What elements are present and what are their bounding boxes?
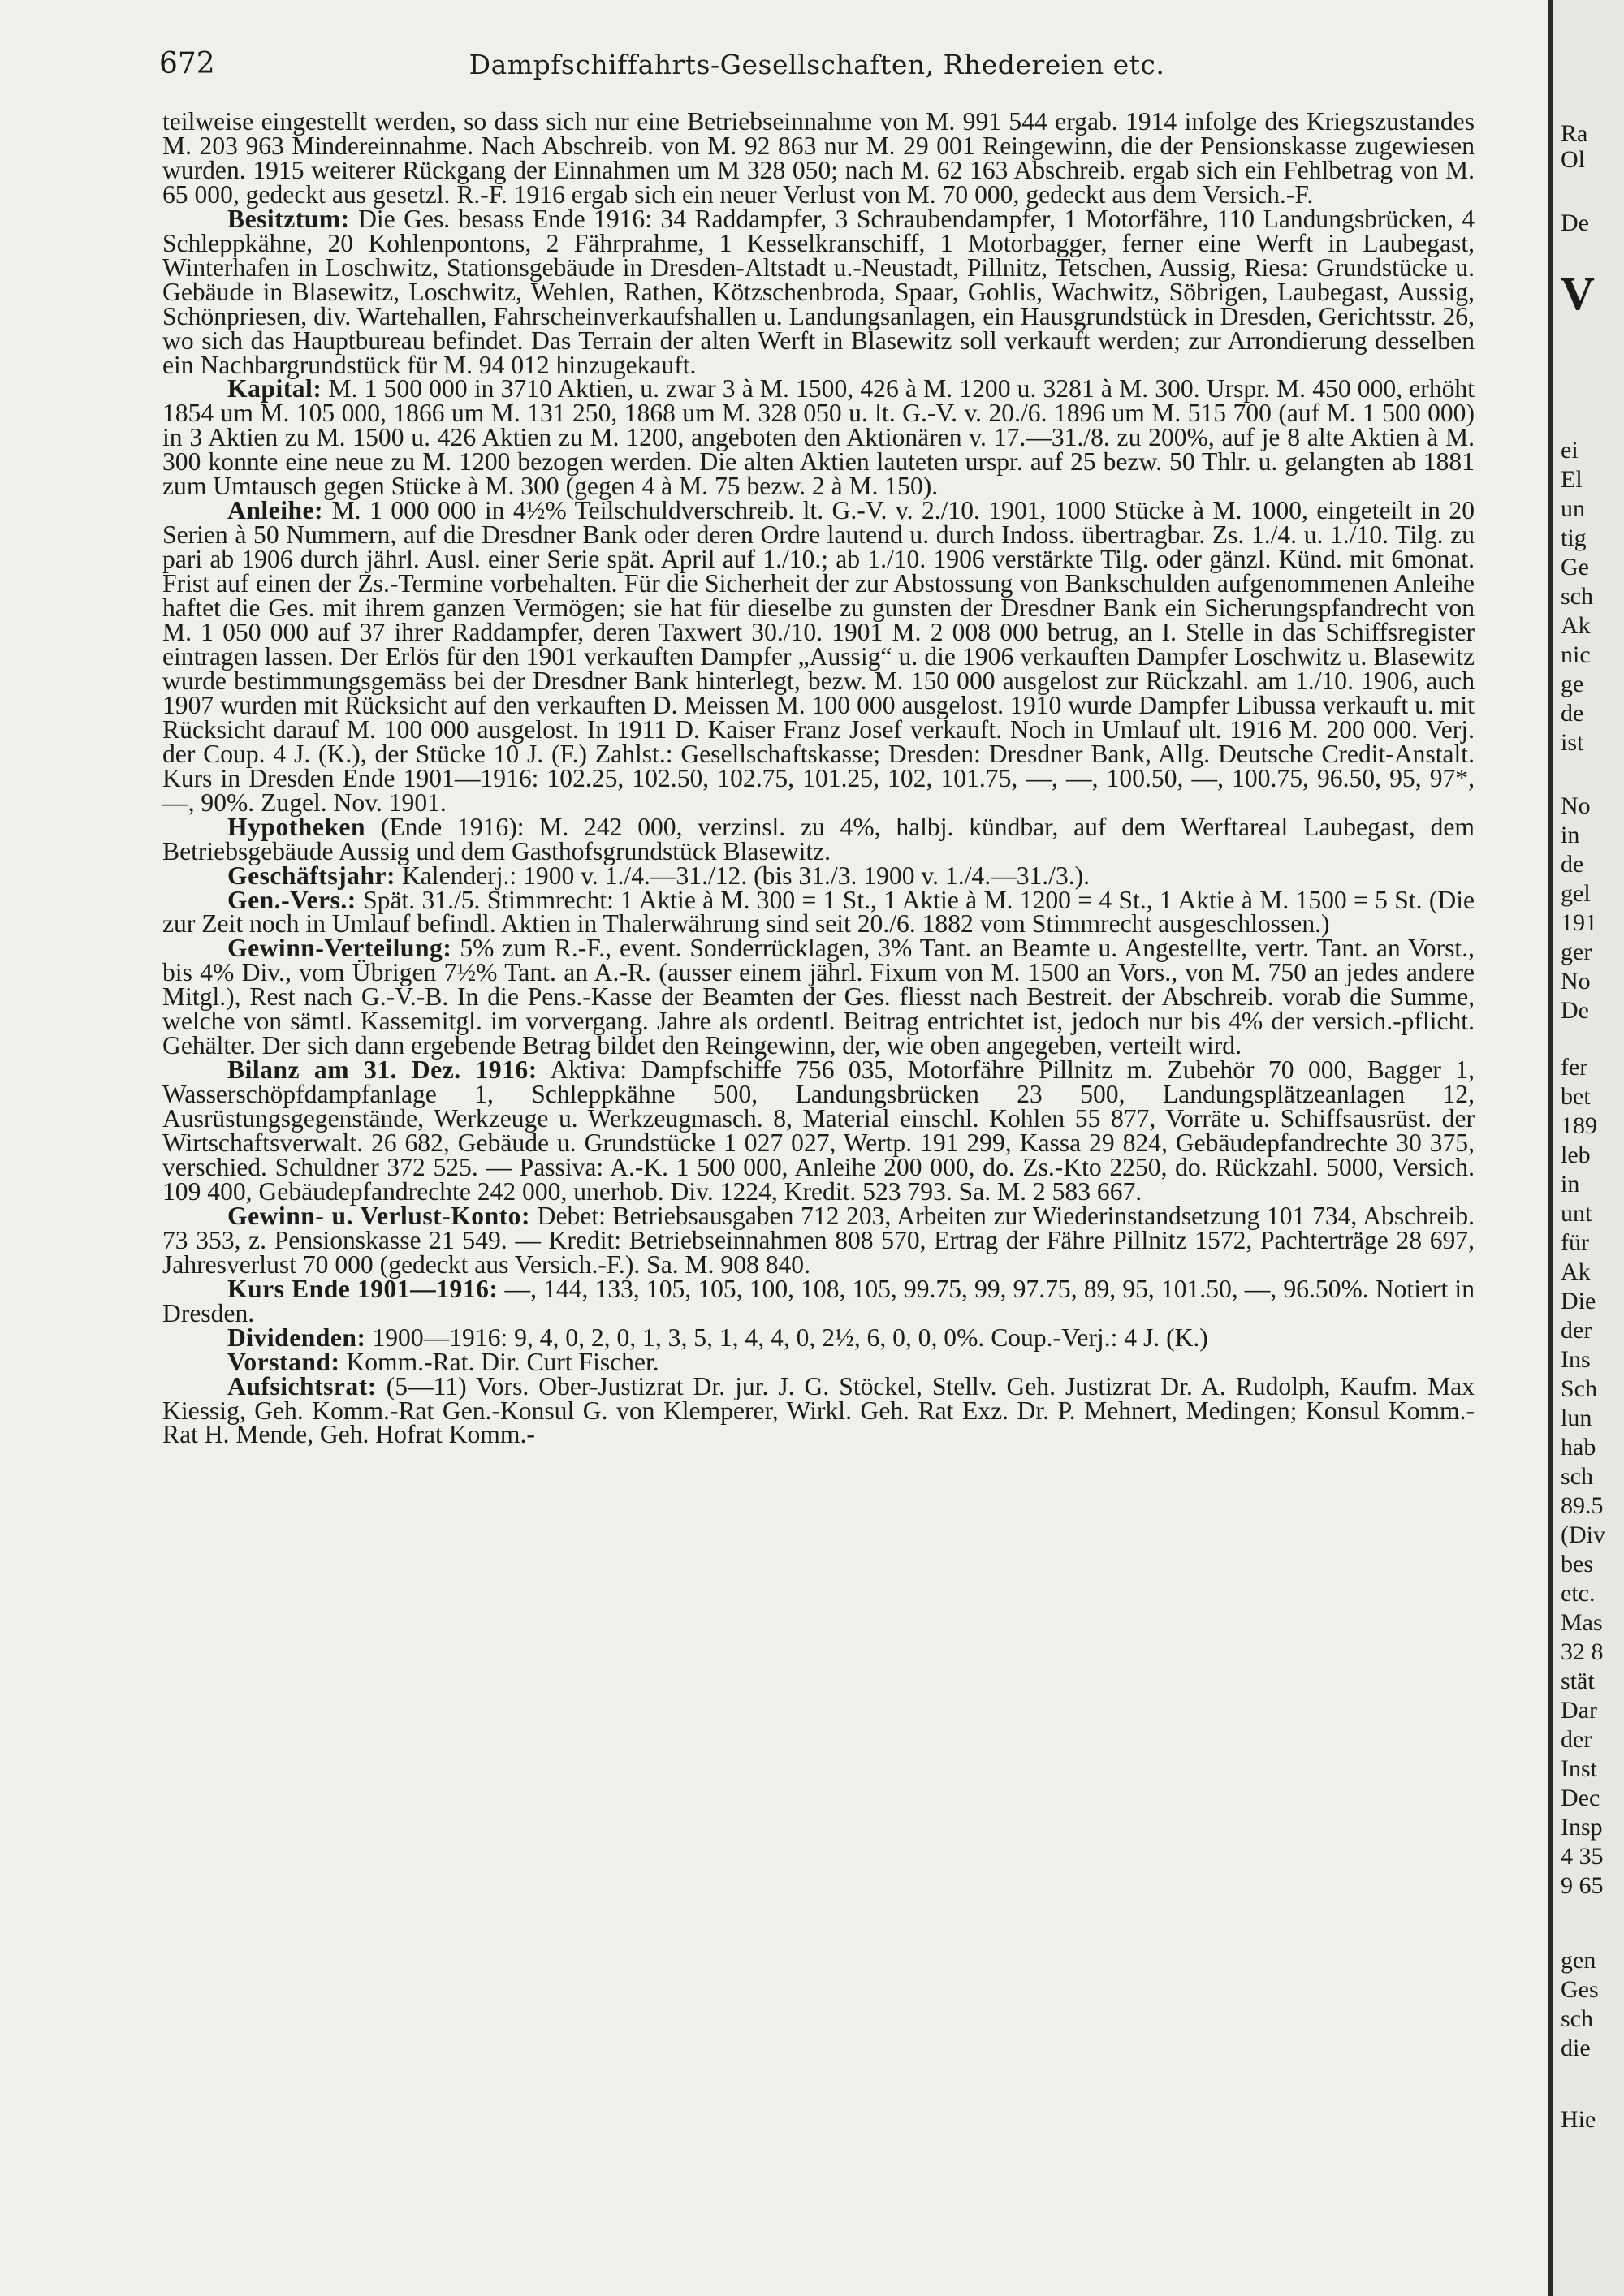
section-kurs — [162, 1274, 1475, 1327]
section-label: Gewinn-Verteilung: — [227, 934, 452, 963]
adjacent-fragment: sch — [1561, 1463, 1593, 1490]
header-title: Dampfschiffahrts-Gesellschaften, Rhedereien etc. — [469, 49, 1165, 80]
adjacent-fragment: de — [1561, 851, 1584, 878]
section-text: (Ende 1916): M. 242 000, verzinsl. zu 4%, halbj. kündbar, auf dem Werftareal Laubegast, dem Betriebsgebäude Aussig und dem Gasthofsgrundstück Blasewitz. — [162, 812, 1475, 865]
page-number: 672 — [159, 47, 215, 80]
section-dividenden — [162, 1323, 1475, 1352]
adjacent-fragment: hab — [1561, 1434, 1596, 1461]
adjacent-page-strip — [1553, 0, 1624, 2296]
section-gewinn-verteilung — [162, 936, 1475, 1058]
adjacent-fragment: (Div — [1561, 1521, 1605, 1548]
adjacent-fragment: El — [1561, 466, 1583, 493]
section-label: Gewinn- u. Verlust-Konto: — [227, 1201, 530, 1230]
adjacent-fragment: ist — [1561, 729, 1584, 756]
section-gen-vers — [162, 885, 1475, 939]
adjacent-fragment: Mas — [1561, 1609, 1603, 1636]
running-head — [159, 47, 1475, 88]
adjacent-fragment: 4 35 — [1561, 1843, 1604, 1870]
section-label: Anleihe: — [227, 496, 324, 525]
adjacent-fragment: der — [1561, 1317, 1592, 1344]
adjacent-fragment: Dar — [1561, 1697, 1597, 1724]
section-label: Besitztum: — [227, 204, 350, 233]
adjacent-fragment: de — [1561, 700, 1584, 727]
adjacent-fragment: gen — [1561, 1947, 1596, 1974]
section-text: 5% zum R.-F., event. Sonderrücklagen, 3% Tant. an Beamte u. Angestellte, vertr. Tant. an Vorst., bis 4% Div., vom Übrigen 7½% Tant. an A.-R. (ausser einem jährl. Fixum von M. 1500 an Vors., von M. 750 an jedes andere Mitgl.), Rest nach G.-V.-B. In die Pens.-Kasse der Beamten der Ges. fliesst nach Bestreit. der Abschreib. vorab die Summe, welche von sämtl. Kassemitgl. im vorvergang. Jahre als ordentl. Beitrag entrichtet ist, jedoch nur bis 4% der versich.-pflicht. Gehälter. Der sich dann ergebende Betrag bildet den Reingewinn, der, wie oben angegeben, verteilt wird. — [162, 934, 1475, 1060]
adjacent-fragment: Inst — [1561, 1755, 1597, 1782]
section-geschaeftsjahr — [162, 861, 1475, 890]
adjacent-fragment: V — [1561, 267, 1595, 320]
adjacent-fragment: ge — [1561, 671, 1584, 697]
adjacent-fragment: De — [1561, 209, 1589, 236]
adjacent-fragment: 89.5 — [1561, 1492, 1604, 1519]
section-anleihe — [162, 496, 1475, 817]
adjacent-fragment: Insp — [1561, 1814, 1603, 1841]
section-text: Komm.-Rat. Dir. Curt Fischer. — [346, 1347, 659, 1376]
adjacent-fragment: un — [1561, 495, 1585, 522]
intro-paragraph — [162, 107, 1475, 209]
adjacent-fragment: fer — [1561, 1054, 1588, 1081]
adjacent-fragment: bet — [1561, 1083, 1591, 1110]
adjacent-fragment: Ra — [1561, 120, 1588, 147]
adjacent-fragment: in — [1561, 1171, 1580, 1198]
section-text: M. 1 000 000 in 4½% Teilschuldverschreib. lt. G.-V. v. 2./10. 1901, 1000 Stücke à M. 1000, eingeteilt in 20 Serien à 50 Nummern, auf die Dresdner Bank oder deren Ordre lautend u. durch Indoss. übertragbar. Zs. 1./4. u. 1./10. Tilg. zu pari ab 1906 durch jährl. Ausl. einer Serie spät. April auf 1./10.; ab 1./10. 1906 verstärkte Tilg. oder gänzl. Künd. mit 6monat. Frist auf einen der Zs.-Termine vorbehalten. Für die Sicherheit der zur Abstossung von Bankschulden aufgenommenen Anleihe haftet die Ges. mit ihrem ganzen Vermögen; sie hat für dieselbe zu gunsten der Dresdner Bank ein Sicherungspfandrecht von M. 1 050 000 auf 37 ihrer Raddampfer, deren Taxwert 30./10. 1901 M. 2 008 000 betrug, an I. Stelle in das Schiffsregister eintragen lassen. Der Erlös für den 1901 verkauften Dampfer „Aussig“ u. die 1906 verkauften Dampfer Loschwitz u. Blasewitz wurde bestimmungsgemäss bei der Dresdner Bank hinterlegt, bezw. M. 150 000 ausgelost zur Rückzahl. am 1./10. 1906, auch 1907 wurden mit Rücksicht auf den verkauften D. Meissen M. 100 000 ausgelost. 1910 wurde Dampfer Libussa verkauft u. mit Rücksicht darauf M. 100 000 ausgelost. In 1911 D. Kaiser Franz Josef verkauft. Noch in Umlauf ult. 1916 M. 200 000. Verj. der Coup. 4 J. (K.), der Stücke 10 J. (F.) Zahlst.: Gesellschaftskasse; Dresden: Dresdner Bank, Allg. Deutsche Credit-Anstalt. Kurs in Dresden Ende 1901—1916: 102.25, 102.50, 102.75, 101.25, 102, 101.75, —, —, 100.50, —, 100.75, 96.50, 95, 97*, —, 90%. Zugel. Nov. 1901. — [162, 496, 1475, 817]
section-text: Spät. 31./5. Stimmrecht: 1 Aktie à M. 300 = 1 St., 1 Aktie à M. 1200 = 4 St., 1 Aktie à M. 1500 = 5 St. (Die zur Zeit noch in Umlauf befindl. Aktien in Thalerwährung sind seit 20./6. 1882 vom Stimmrecht ausgeschlossen.) — [162, 885, 1475, 939]
adjacent-fragment: für — [1561, 1229, 1589, 1256]
adjacent-fragment: sch — [1561, 2005, 1593, 2032]
section-label: Kapital: — [227, 374, 322, 404]
section-hypotheken — [162, 812, 1475, 865]
section-text: Aktiva: Dampfschiffe 756 035, Motorfähre Pillnitz m. Zubehör 70 000, Bagger 1, Wasserschöpfdampfanlage 1, Schleppkähne 500, Landungsbrücken 23 500, Landungsplätzeanlagen 12, Ausrüstungsgegenstände, Werkzeuge u. Werkzeugmasch. 8, Material einschl. Kohlen 55 877, Vorräte u. Schiffsausrüst. der Wirtschaftsverwalt. 26 682, Gebäude u. Grundstücke 1 027 027, Wertp. 191 299, Kassa 29 824, Gebäudepfandrechte 30 375, verschied. Schuldner 372 525. — Passiva: A.-K. 1 500 000, Anleihe 200 000, do. Zs.-Kto 2250, do. Rückzahl. 5000, Versich. 109 400, Gebäudepfandrechte 242 000, unerhob. Div. 1224, Kredit. 523 793. Sa. M. 2 583 667. — [162, 1055, 1475, 1206]
section-text: M. 1 500 000 in 3710 Aktien, u. zwar 3 à M. 1500, 426 à M. 1200 u. 3281 à M. 300. Urspr. M. 450 000, erhöht 1854 um M. 105 000, 1866 um M. 131 250, 1868 um M. 328 050 u. lt. G.-V. v. 20./6. 1896 um M. 515 700 (auf M. 1 500 000) in 3 Aktien zu M. 1500 u. 426 Aktien zu M. 1200, angeboten den Aktionären v. 17.—31./8. zu 200%, auf je 8 alte Aktien à M. 300 konnte eine neue zu M. 1200 bezogen werden. Die alten Aktien lauteten urspr. auf 25 bezw. 50 Thlr. u. gelangten ab 1881 zum Umtausch gegen Stücke à M. 300 (gegen 4 à M. 75 bezw. 2 à M. 150). — [162, 374, 1475, 501]
adjacent-fragment: Ges — [1561, 1976, 1599, 2003]
section-text: Die Ges. besass Ende 1916: 34 Raddampfer, 3 Schraubendampfer, 1 Motorfähre, 110 Landungsbrücken, 4 Schleppkähne, 20 Kohlenpontons, 2 Fährprahme, 1 Kesselkranschiff, 1 Motorbagger, ferner eine Werft in Laubegast, Winterhafen in Loschwitz, Stationsgebäude in Dresden-Altstadt u.-Neustadt, Pillnitz, Tetschen, Aussig, Riesa: Grundstücke u. Gebäude in Blasewitz, Loschwitz, Wehlen, Rathen, Kötzschenbroda, Spaar, Gohlis, Wachwitz, Söbrigen, Laubegast, Aussig, Schönpriesen, div. Wartehallen, Fahrscheinverkaufshallen u. Landungsanlagen, ein Hausgrundstück in Dresden, Gerichtsstr. 26, wo sich das Hauptbureau befindet. Das Terrain der alten Werft in Blasewitz soll verkauft werden; zur Arrondierung desselben ein Nachbargrundstück für M. 94 012 hinzugekauft. — [162, 204, 1475, 379]
adjacent-fragment: die — [1561, 2035, 1591, 2061]
section-text: (5—11) Vors. Ober-Justizrat Dr. jur. J. G. Stöckel, Stellv. Geh. Justizrat Dr. A. Rudolph, Kaufm. Max Kiessig, Geh. Komm.-Rat Gen.-Konsul G. von Klemperer, Wirkl. Geh. Rat Exz. Dr. P. Mehnert, Medingen; Konsul Komm.-Rat H. Mende, Geh. Hofrat Komm.- — [162, 1371, 1475, 1449]
section-kapital — [162, 374, 1475, 501]
section-gewinn-verlust-konto — [162, 1201, 1475, 1279]
section-text: teilweise eingestellt werden, so dass sich nur eine Betriebseinnahme von M. 991 544 ergab. 1914 infolge des Kriegszustandes M. 203 963 Mindereinnahme. Nach Abschreib. von M. 92 863 nur M. 29 001 Reingewinn, die der Pensionskasse zugewiesen wurden. 1915 weiterer Rückgang der Einnahmen um M 328 050; nach M. 62 163 Abschreib. ergab sich ein Fehlbetrag von M. 65 000, gedeckt aus gesetzl. R.-F. 1916 ergab sich ein neuer Verlust von M. 70 000, gedeckt aus dem Versich.-F. — [162, 107, 1475, 209]
section-besitztum — [162, 204, 1475, 379]
adjacent-fragment: etc. — [1561, 1580, 1596, 1607]
adjacent-fragment: der — [1561, 1726, 1592, 1753]
adjacent-fragment: unt — [1561, 1200, 1592, 1227]
section-label: Geschäftsjahr: — [227, 861, 396, 890]
adjacent-fragment: Die — [1561, 1288, 1596, 1314]
adjacent-fragment: De — [1561, 997, 1589, 1024]
adjacent-fragment: bes — [1561, 1551, 1593, 1577]
adjacent-fragment: stät — [1561, 1668, 1595, 1694]
section-aufsichtsrat — [162, 1371, 1475, 1449]
adjacent-fragment: No — [1561, 968, 1591, 995]
adjacent-fragment: Dec — [1561, 1785, 1600, 1811]
adjacent-fragment: No — [1561, 792, 1591, 819]
adjacent-fragment: 32 8 — [1561, 1638, 1604, 1665]
section-text: Kalenderj.: 1900 v. 1./4.—31./12. (bis 31./3. 1900 v. 1./4.—31./3.). — [401, 861, 1091, 890]
adjacent-fragment: Ol — [1561, 146, 1585, 173]
adjacent-fragment: Ak — [1561, 612, 1591, 639]
section-label: Gen.-Vers.: — [227, 885, 356, 914]
body-text — [162, 107, 1475, 1449]
adjacent-fragment: sch — [1561, 583, 1593, 610]
adjacent-fragment: leb — [1561, 1142, 1591, 1168]
section-text: 1900—1916: 9, 4, 0, 2, 0, 1, 3, 5, 1, 4, 4, 0, 2½, 6, 0, 0, 0%. Coup.-Verj.: 4 J. (K.) — [372, 1323, 1208, 1352]
adjacent-fragment: Sch — [1561, 1375, 1597, 1402]
adjacent-fragment: ei — [1561, 437, 1579, 464]
adjacent-fragment: Ge — [1561, 554, 1589, 580]
adjacent-fragment: in — [1561, 822, 1580, 848]
section-text: —, 144, 133, 105, 105, 100, 108, 105, 99.75, 99, 97.75, 89, 95, 101.50, —, 96.50%. Notiert in Dresden. — [162, 1274, 1475, 1327]
section-bilanz — [162, 1055, 1475, 1206]
adjacent-fragment: tig — [1561, 524, 1587, 551]
adjacent-fragment: 189 — [1561, 1112, 1597, 1139]
section-label: Aufsichtsrat: — [227, 1371, 377, 1400]
section-text: Debet: Betriebsausgaben 712 203, Arbeiten zur Wiederinstandsetzung 101 734, Abschreib. 73 353, z. Pensionskasse 21 549. — Kredit: Betriebseinnahmen 808 570, Ertrag der Fähre Pillnitz 1572, Pachterträge 28 697, Jahresverlust 70 000 (gedeckt aus Versich.-F.). Sa. M. 908 840. — [162, 1201, 1475, 1279]
adjacent-fragment: nic — [1561, 641, 1591, 668]
adjacent-fragment: Hie — [1561, 2106, 1596, 2133]
adjacent-fragment: gel — [1561, 880, 1591, 907]
section-label: Vorstand: — [227, 1347, 340, 1376]
section-vorstand — [162, 1347, 1475, 1376]
section-label: Dividenden: — [227, 1323, 366, 1352]
section-label: Kurs Ende 1901—1916: — [227, 1274, 499, 1303]
adjacent-fragment: 191 — [1561, 909, 1597, 936]
section-label: Bilanz am 31. Dez. 1916: — [227, 1055, 538, 1085]
adjacent-fragment: ger — [1561, 939, 1592, 965]
adjacent-fragment: 9 65 — [1561, 1872, 1604, 1899]
adjacent-fragment: Ins — [1561, 1346, 1591, 1373]
adjacent-fragment: Ak — [1561, 1258, 1591, 1285]
adjacent-fragment: lun — [1561, 1405, 1592, 1431]
section-label: Hypotheken — [227, 812, 366, 841]
